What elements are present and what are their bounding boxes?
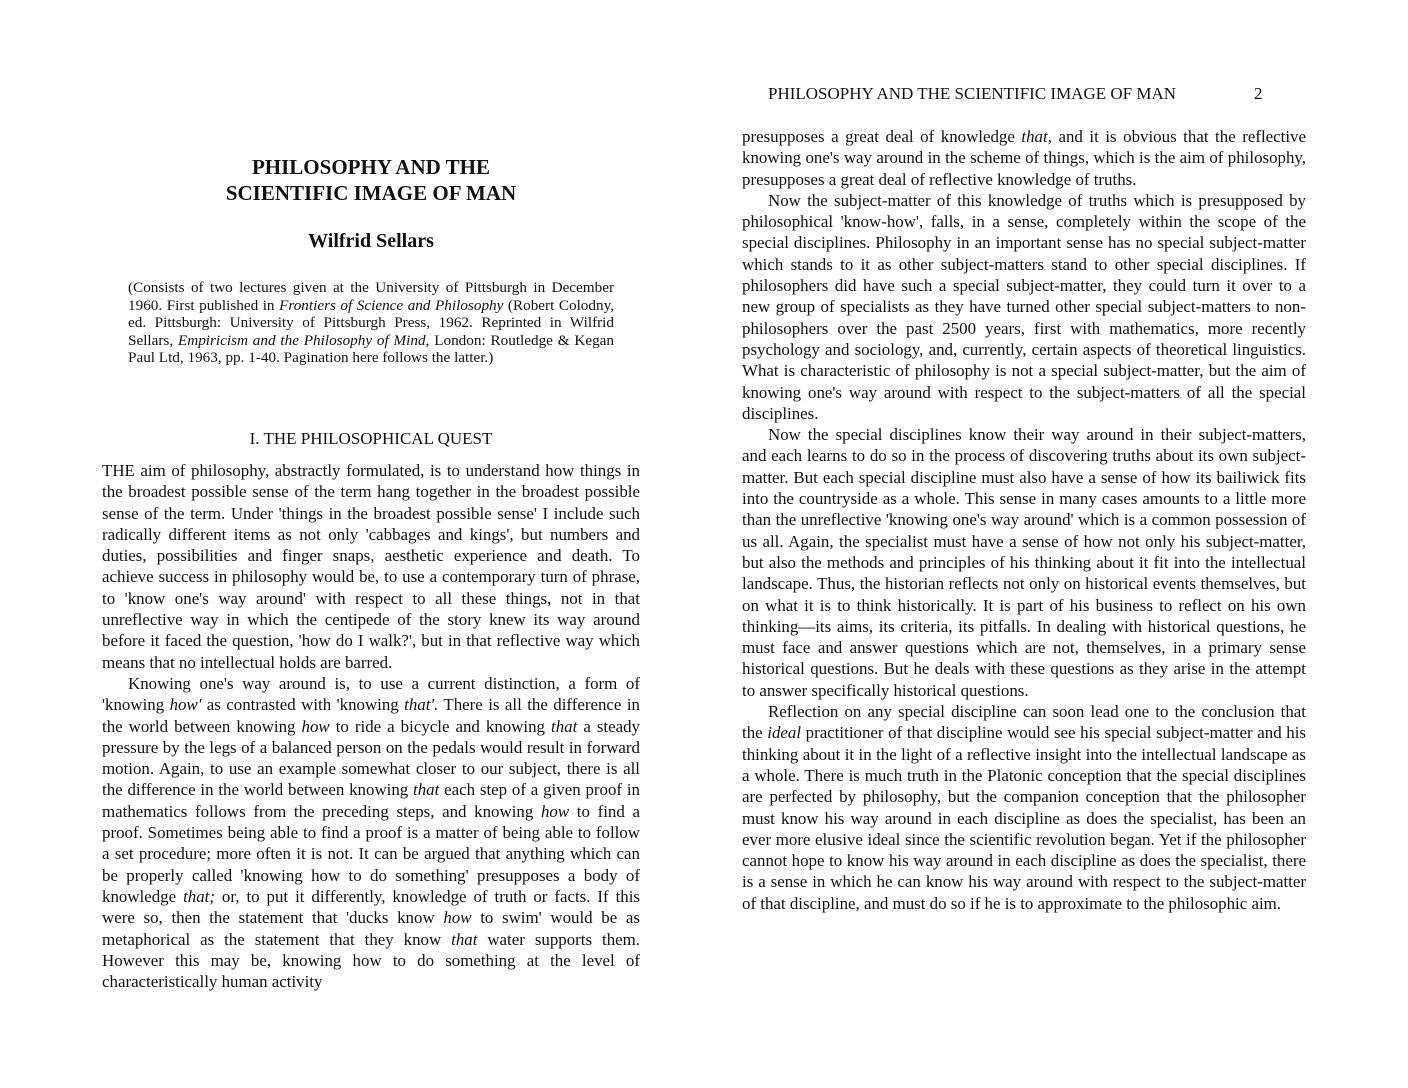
note-text: (Consists of two lectures given at the University of Pittsburgh in December 1960. First published in xyxy=(128,279,614,314)
italic-run: how xyxy=(540,801,570,821)
section-heading: I. THE PHILOSOPHICAL QUEST xyxy=(249,429,493,448)
text-run: practitioner of that discipline would see his special subject-matter and his thinking about it in the light of a reflective insight into the intellectual landscape as a whole. There is much truth in the Platonic conception that the special disciplines are perfected by philosophy, but the companion conception that the philosopher must know his way around in each discipline as does the specialist, has been an ever more elusive ideal since the scientific revolution began. Yet if the philosopher cannot hope to know his way around in each discipline as does the specialist, there is a sense in which he can know his way around with respect to the subject-matter of that discipline, and must do so if he is to approximate to the philosophic aim. xyxy=(742,723,1306,913)
italic-run: that xyxy=(413,780,440,800)
italic-run: how xyxy=(301,716,330,736)
text-run: as contrasted with 'knowing xyxy=(201,695,405,715)
document-title-line-1: PHILOSOPHY AND THE xyxy=(251,155,491,179)
italic-run: how xyxy=(443,908,472,928)
page-number: 2 xyxy=(1254,84,1263,103)
note-text: (Robert Colodny, ed. Pittsburgh: University of Pittsburgh Press, 1962. Reprinted in Wilfrid Sellars, xyxy=(128,296,614,349)
text-run: and it is obvious that the reflective knowing one's way around in the scheme of things, which is the aim of philosophy, presupposes a great deal of reflective knowledge of truths. xyxy=(742,127,1306,189)
text-run: a steady pressure by the legs of a balanced person on the pedals would result in forward motion. Again, to use an example somewhat closer to our subject, there is all the difference in the world between knowing xyxy=(102,716,641,800)
text-run: to ride a bicycle and knowing xyxy=(329,716,552,736)
note-text: , London: Routledge & Kegan Paul Ltd, 1963, pp. 1-40. Pagination here follows the latter.) xyxy=(128,331,615,367)
paragraph xyxy=(742,701,1306,914)
paragraph: Now the subject-matter of this knowledge of truths which is presupposed by philosophical 'know-how', falls, in a sense, completely within the scope of the special disciplines. Philosophy in an important sense has no special subject-matter which stands to it as other subject-matters stand to other special disciplines. If philosophers did have such a special subject-matter, they could turn it over to a new group of specialists as they have turned other special subject-matters to non-philosophers over the past 2500 years, first with mathematics, more recently psychology and sociology, and, currently, certain aspects of theoretical linguistics. What is characteristic of philosophy is not a special subject-matter, but the aim of knowing one's way around with respect to the subject-matters of all the special disciplines. xyxy=(742,190,1306,423)
italic-run: ideal xyxy=(767,723,802,743)
body-text-right xyxy=(742,126,1306,914)
paragraph: THE aim of philosophy, abstractly formulated, is to understand how things in the broadest possible sense of the term hang together in the broadest possible sense of the term. Under 'things in the broadest possible sense' I include such radically different items as not only 'cabbages and kings', but numbers and duties, possibilities and finger snaps, aesthetic experience and death. To achieve success in philosophy would be, to use a contemporary turn of phrase, to 'know one's way around' with respect to all these things, not in that unreflective way in which the centipede of the story knew its way around before it faced the question, 'how do I walk?', but in that reflective way which means that no intellectual holds are barred. xyxy=(102,461,640,672)
paragraph xyxy=(102,673,640,992)
document-title-line-2: SCIENTIFIC IMAGE OF MAN xyxy=(225,181,517,205)
text-run: each step of a given proof in mathematics follows from the preceding steps, and knowing xyxy=(102,780,640,821)
text-run: Knowing one's way around is, to use a current distinction, a form of 'knowing xyxy=(102,673,640,715)
text-run: Reflection on any special discipline can soon lead one to the conclusion that the xyxy=(742,702,1306,743)
text-run: presupposes a great deal of knowledge xyxy=(742,127,1022,146)
note-italic-title: Empiricism and the Philosophy of Mind xyxy=(177,331,426,349)
italic-run: that xyxy=(451,929,478,949)
note-italic-title: Frontiers of Science and Philosophy xyxy=(279,296,504,314)
publication-note xyxy=(128,279,614,367)
running-head: PHILOSOPHY AND THE SCIENTIFIC IMAGE OF MAN xyxy=(768,84,1177,103)
body-text-left xyxy=(102,460,640,992)
text-run: to find a proof. Sometimes being able to find a proof is a matter of being able to follow a set procedure; more often it is not. It can be argued that anything which can be properly called 'knowing how to do something' presupposes a body of knowledge xyxy=(102,801,640,906)
text-run: There is all the difference in the world between knowing xyxy=(102,695,640,736)
italic-run: that'. xyxy=(404,695,439,715)
italic-run: how' xyxy=(169,695,202,715)
text-run: or, to put it differently, knowledge of truth or facts. If this were so, then the statement that 'ducks know xyxy=(102,886,640,928)
italic-run: that; xyxy=(183,886,215,906)
author-name: Wilfrid Sellars xyxy=(308,230,434,252)
italic-run: that xyxy=(551,716,578,736)
italic-run: that, xyxy=(1021,127,1052,146)
paragraph xyxy=(742,126,1306,190)
paragraph: Now the special disciplines know their way around in their subject-matters, and each learns to do so in the process of discovering truths about its own subject-matter. But each special discipline must also have a sense of how its bailiwick fits into the countryside as a whole. This sense in many cases amounts to a little more than the unreflective 'knowing one's way around' which is a common possession of us all. Again, the specialist must have a sense of how not only his subject-matter, but also the methods and principles of his thinking about it fit into the intellectual landscape. Thus, the historian reflects not only on historical events themselves, but on what it is to think historically. It is part of his business to reflect on his own thinking—its aims, its criteria, its pitfalls. In dealing with historical questions, he must face and answer questions which are not, themselves, in a primary sense historical questions. But he deals with these questions as they arise in the attempt to answer specifically historical questions. xyxy=(742,425,1306,700)
title-block xyxy=(102,154,640,253)
text-run: water supports them. However this may be, knowing how to do something at the level of characteristically human activity xyxy=(102,929,640,992)
text-run: to swim' would be as metaphorical as the statement that they know xyxy=(102,908,640,949)
